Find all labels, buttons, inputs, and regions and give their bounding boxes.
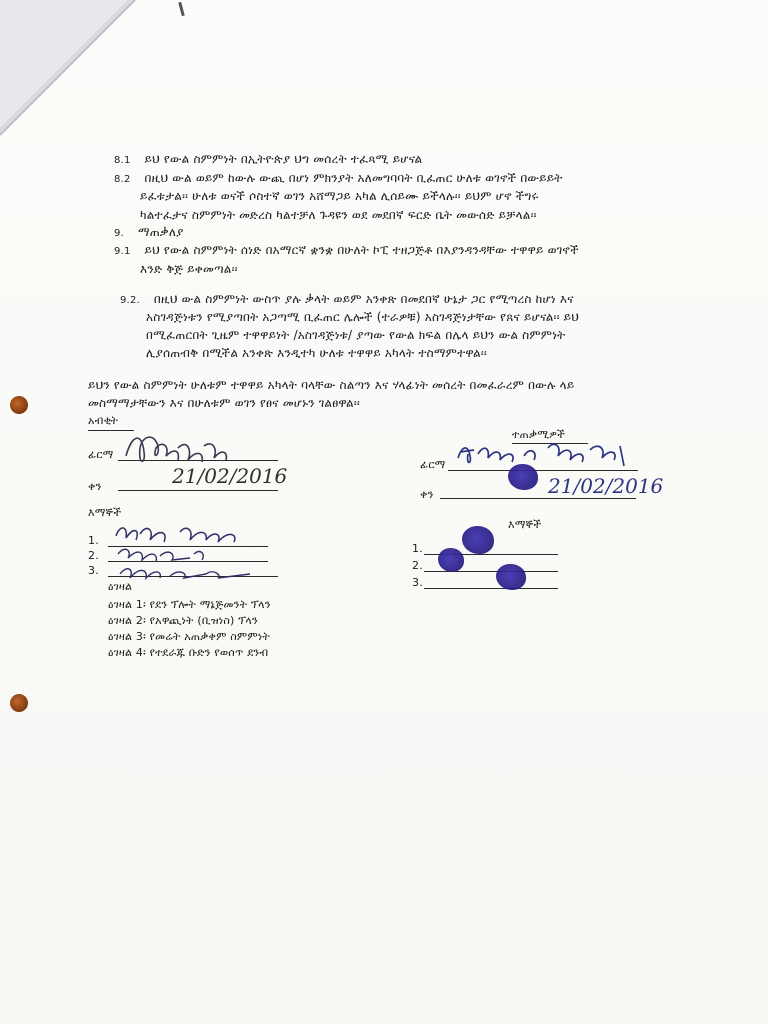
clause-number: 9.1	[114, 246, 131, 257]
closing-line-1: ይህን የውል ስምምነት ሁለቱም ተዋዋይ አካላት ባላቸው ስልጣን እና ሃላፊነት መሰረት በመፈራረም በውሉ ላይ	[88, 378, 575, 392]
pen-mark	[178, 2, 185, 16]
clause-text: ይህ የውል ስምምነት በኢትዮጵያ ህግ መሰረት ተፈጻሚ ይሆናል	[144, 152, 423, 166]
right-party-title: ተጠቃሚዎች	[512, 428, 566, 441]
clause-number: 9.2.	[120, 295, 140, 306]
clause-9-2-line-4: ሊያሰጠብቅ በሚችል አንቀጽ እንዲተካ ሁለቱ ተዋዋይ አካላት ተስማምተዋል፡፡	[146, 346, 487, 360]
left-witness-number-3: 3.	[88, 564, 99, 577]
right-witness-line-2	[424, 571, 558, 572]
left-date-line	[118, 490, 278, 491]
thumbprint-stamp	[508, 464, 538, 490]
clause-9-1-line-1	[114, 243, 579, 258]
left-witnesses-title: እማኞች	[88, 506, 122, 519]
clause-text: በዚህ ውል ስምምነት ውስጥ ያሉ ቃላት ወይም አንቀጽ በመደበኛ ሁኔታ ጋር የሚጣረስ ከሆነ እና	[153, 292, 574, 306]
attachment-item-4: ዕገዛል 4፡ የተደራጁ ቡድን የወሰጥ ደንብ	[108, 646, 269, 659]
right-date-value: 21/02/2016	[548, 474, 664, 498]
left-witness-number-2: 2.	[88, 549, 99, 562]
clause-9-1-line-2: እንድ ቅጅ ይቀመጣል፡፡	[140, 262, 238, 276]
left-party-title: አብቂት	[88, 414, 119, 427]
clause-8-2-line-3: ካልተፈታና ስምምነት መድረስ ካልተቻለ ጉዳዩን ወደ መደበኛ ፍርድ ቤት መውሰድ ይቻላል፡፡	[140, 208, 537, 222]
right-date-label: ቀን	[420, 488, 434, 501]
clause-9-2-line-2: አስገዳጅነቱን የሚያጣበት አጋጣሚ ቢፈጠር ሌሎች (ተራዎቹ) አስገዳጅነታቸው የጸና ይሆናል፡፡ ይህ	[146, 310, 579, 324]
left-sign-label: ፊርማ	[88, 448, 114, 461]
clause-number: 9.	[114, 228, 124, 239]
clause-8-2-line-2: ይፈቱታል፡፡ ሁለቱ ወናች ሶስተኛ ወገን አሸማጋይ አካል ሊሰይሙ ይችላሉ፡፡ ይህም ሆኖ ችግሩ	[140, 189, 539, 203]
left-date-label: ቀን	[88, 480, 102, 493]
witness-thumbprint-1	[462, 526, 494, 554]
clause-8-2-line-1	[114, 171, 563, 186]
right-date-line	[440, 498, 636, 499]
left-witness-number-1: 1.	[88, 534, 99, 547]
clause-9-2-line-1	[120, 292, 574, 307]
attachment-item-1: ዕገዛል 1፡ የደን ፕሎት ማኔጅመንት ፕላን	[108, 598, 271, 611]
clause-text: ይህ የውል ስምምነት ሰነድ በአማርኛ ቋንቋ በሁለት ኮፒ ተዘጋጅቶ በእያንዳንዳቸው ተዋዋይ ወገኖች	[144, 243, 579, 257]
right-witness-number-1: 1.	[412, 542, 423, 555]
left-date-value: 21/02/2016	[172, 464, 288, 488]
right-witnesses-title: እማኞች	[508, 518, 542, 531]
clause-9-2-line-3: በሚፈጠርበት ጊዜም ተዋዋይነት /አስገዳጅነቱ/ ያጣው የውል ክፍል በሌላ ይህን ውል ስምምነት	[146, 328, 566, 342]
right-witness-number-2: 2.	[412, 559, 423, 572]
right-witness-line-3	[424, 588, 558, 589]
clause-8-1	[114, 152, 422, 167]
left-witness-signatures	[110, 518, 280, 582]
closing-line-2: መስማማታቸውን እና በሁለቱም ወገን የፀና መሆኑን ገልፀዋል፡፡	[88, 396, 360, 410]
attachment-item-3: ዕገዛል 3፡ የመሬት አጠቃቀም ስምምነት	[108, 630, 271, 643]
punch-hole-upper	[10, 396, 28, 414]
punch-hole-lower	[10, 694, 28, 712]
clause-number: 8.2	[114, 174, 131, 185]
attachment-item-2: ዕገዛል 2፡ የአዋጪነት (ቢዝነስ) ፕላን	[108, 614, 258, 627]
witness-thumbprint-2	[438, 548, 464, 572]
folded-corner	[0, 0, 150, 150]
right-signature	[452, 436, 642, 476]
clause-text: በዚህ ውል ወይም ከውሉ ውጪ በሆነ ምክንያት አለመግባባት ቢፈጠር ሁለቱ ወገኖች በውይይት	[144, 171, 563, 185]
clause-number: 8.1	[114, 155, 131, 166]
attachments-title: ዕገዛል	[108, 580, 133, 593]
right-sign-label: ፊርማ	[420, 458, 446, 471]
right-witness-number-3: 3.	[412, 576, 423, 589]
witness-thumbprint-3	[496, 564, 526, 590]
section-9-heading	[114, 225, 184, 240]
section-title: ማጠቃለያ	[137, 225, 184, 239]
